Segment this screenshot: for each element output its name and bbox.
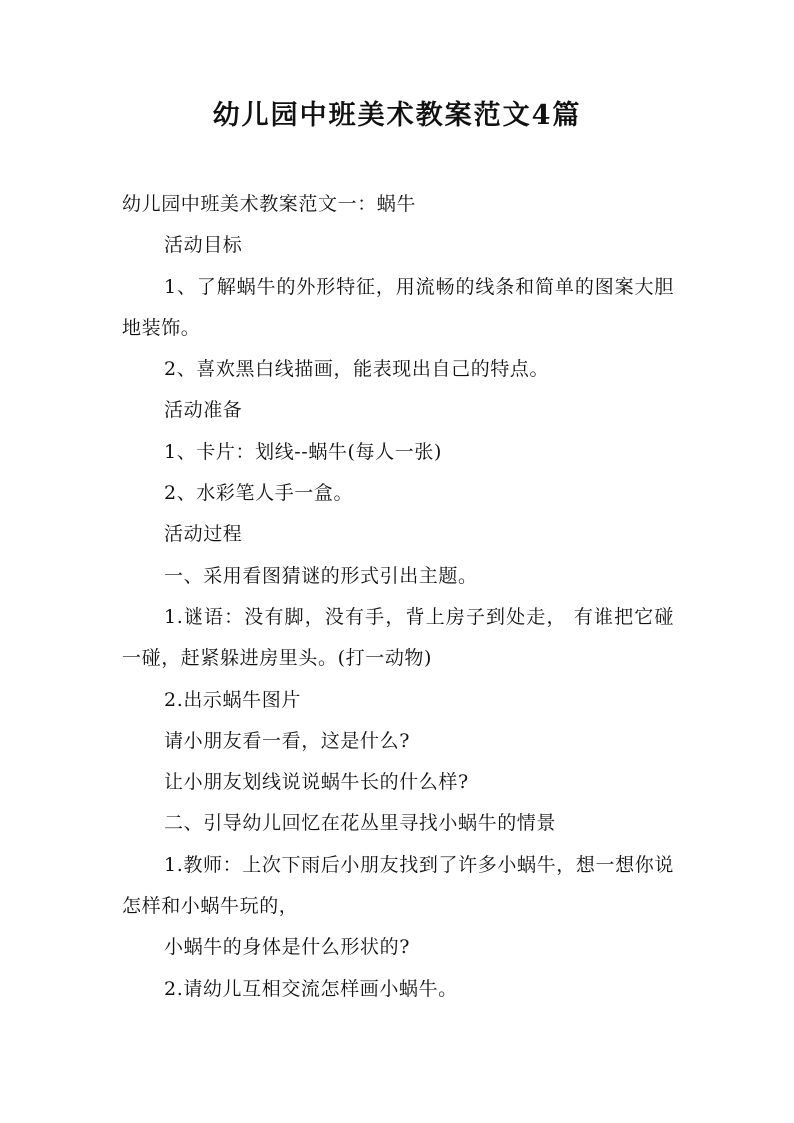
paragraph-exchange: 2.请幼儿互相交流怎样画小蜗牛。 bbox=[164, 977, 458, 1000]
document-title: 幼儿园中班美术教案范文4篇 bbox=[212, 100, 582, 131]
paragraph-prep-2: 2、水彩笔人手一盒。 bbox=[164, 482, 354, 505]
paragraph-show-picture: 2.出示蜗牛图片 bbox=[164, 688, 301, 711]
paragraph-teacher: 1.教师：上次下雨后小朋友找到了许多小蜗牛，想一想你说怎样和小蜗牛玩的， bbox=[122, 853, 674, 918]
paragraph-riddle: 1.谜语：没有脚，没有手，背上房子到处走， 有谁把它碰一碰，赶紧躲进房里头。(打一动物) bbox=[122, 605, 674, 670]
paragraph-step-1: 一、采用看图猜谜的形式引出主题。 bbox=[164, 564, 478, 587]
paragraph-question-3: 小蜗牛的身体是什么形状的? bbox=[164, 936, 410, 959]
paragraph-step-2: 二、引导幼儿回忆在花丛里寻找小蜗牛的情景 bbox=[164, 812, 557, 835]
paragraph-preparation: 活动准备 bbox=[164, 399, 243, 422]
paragraph-process: 活动过程 bbox=[164, 523, 243, 546]
document-body bbox=[122, 184, 674, 1010]
section-heading: 幼儿园中班美术教案范文一：蜗牛 bbox=[122, 193, 417, 215]
paragraph-goal-2: 2、喜欢黑白线描画，能表现出自己的特点。 bbox=[164, 358, 550, 381]
paragraph-prep-1: 1、卡片：划线--蜗牛(每人一张) bbox=[164, 440, 442, 463]
paragraph-goal-1: 1、了解蜗牛的外形特征，用流畅的线条和简单的图案大胆地装饰。 bbox=[122, 275, 674, 339]
paragraph-question-2: 让小朋友划线说说蜗牛长的什么样? bbox=[164, 771, 469, 794]
paragraph-question-1: 请小朋友看一看，这是什么? bbox=[164, 729, 410, 752]
paragraph-activity-goals: 活动目标 bbox=[164, 234, 243, 257]
